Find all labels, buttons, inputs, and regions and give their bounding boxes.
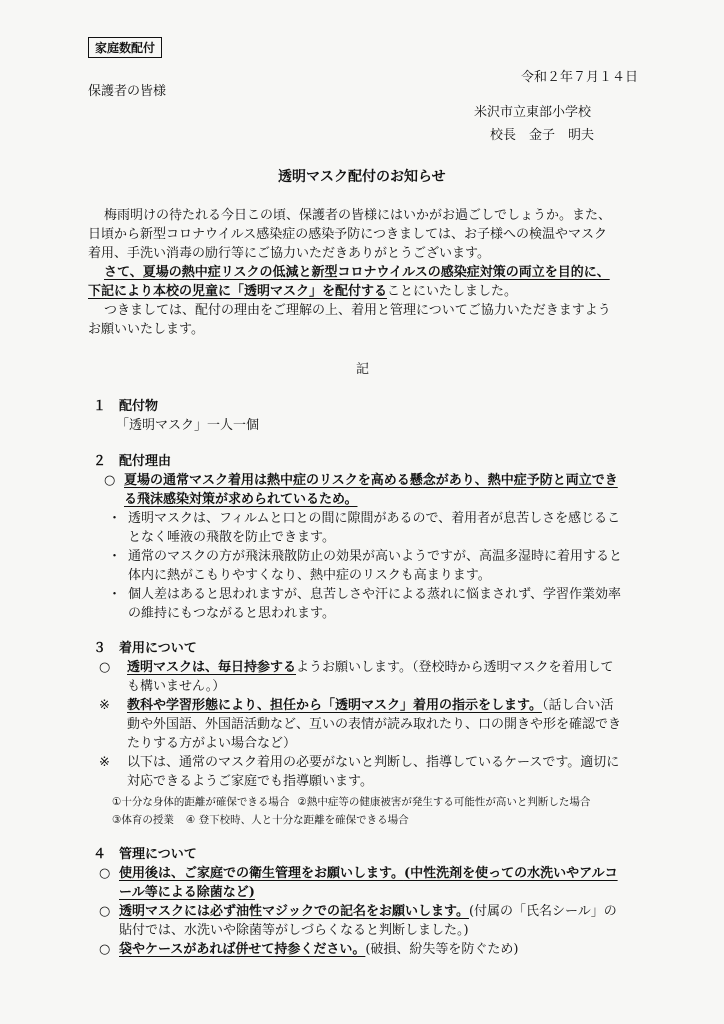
page-title: 透明マスク配付のお知らせ xyxy=(278,169,446,185)
intro-p3-line1: つきましては、配付の理由をご理解の上、着用と管理についてご協力いただきますよう xyxy=(104,303,611,318)
section-3-item1-line2: も構いません。） xyxy=(127,679,226,694)
intro-p1-line2: 日頃から新型コロナウイルス感染症の感染予防につきましては、お子様への検温やマスク xyxy=(88,227,607,242)
section-1-heading: １ 配付物 xyxy=(93,399,159,414)
issue-date: 令和２年７月１４日 xyxy=(521,70,639,85)
section-3-item2-line2: 動や外国語、外国語活動など、互いの表情が読み取れたり、口の開きや形を確認でき xyxy=(127,717,622,732)
section-4-item2-highlight: 透明マスクには必ず油性マジックでの記名をお願いします。 xyxy=(119,904,469,919)
circle-bullet-icon: ○ xyxy=(99,904,111,919)
circle-bullet-icon: ○ xyxy=(99,942,111,957)
distribution-tag: 家庭数配付 xyxy=(88,37,162,58)
section-4-item1-detail: (中性洗剤を使っての水洗いやアルコ xyxy=(403,866,618,881)
intro-p2-highlight-1: さて、夏場の熱中症リスクの低減と新型コロナウイルスの感染症対策の両立を目的に、 xyxy=(104,265,610,280)
section-3-item2-tail: （話し合い活 xyxy=(541,698,614,713)
intro-p3-line2: お願いいたします。 xyxy=(88,322,204,337)
section-2-bullet3-line1 xyxy=(108,586,621,604)
section-2-heading: ２ 配付理由 xyxy=(93,454,172,469)
dot-bullet-icon: ・ xyxy=(108,587,122,602)
section-3-cases-row1 xyxy=(112,793,590,811)
section-3-item3-line1 xyxy=(99,754,619,772)
reference-mark-icon: ※ xyxy=(99,755,110,770)
intro-p2-line2 xyxy=(88,283,517,301)
section-4-item2-line2: 貼付では、水洗いや除菌等がしづらくなると判断しました。) xyxy=(119,923,469,938)
section-2-main-text-1: 夏場の通常マスク着用は熱中症のリスクを高める懸念があり、熱中症予防と両立でき xyxy=(124,473,618,488)
section-2-bullet2-line2: 体内に熱がこもりやすくなり、熱中症のリスクも高まります。 xyxy=(128,568,491,583)
section-2-bullet2-line1 xyxy=(108,548,622,566)
section-2-bullet3-text: 個人差はあると思われますが、息苦しさや汗による蒸れに悩まされず、学習作業効率 xyxy=(128,587,621,602)
section-3-item3-text: 以下は、通常のマスク着用の必要がないと判断し、指導しているケースです。適切に xyxy=(127,755,620,770)
reference-mark-icon: ※ xyxy=(99,698,110,713)
section-3-item1-line1 xyxy=(99,659,613,677)
section-3-item2-line1 xyxy=(99,697,613,715)
section-3-item2-line3: たりする方がよい場合など） xyxy=(127,736,297,751)
section-2-bullet1-text: 透明マスクは、フィルムと口との間に隙間があるので、着用者が息苦しさを感じるこ xyxy=(128,511,621,526)
intro-p2-highlight-2: 下記により本校の児童に「透明マスク」を配付する xyxy=(88,284,388,299)
section-2-bullet2-text: 通常のマスクの方が飛沫飛散防止の効果が高いようですが、高温多湿時に着用すると xyxy=(128,549,623,564)
intro-p1-line1: 梅雨明けの待たれる今日この頃、保護者の皆様にはいかがお過ごしでしょうか。また、 xyxy=(104,208,612,223)
section-2-main-text-2: る飛沫感染対策が求められているため。 xyxy=(124,492,358,507)
section-2-bullet1-line1 xyxy=(108,510,620,528)
dot-bullet-icon: ・ xyxy=(108,511,122,526)
section-4-item3-line1 xyxy=(99,941,519,959)
intro-p1-line3: 着用、手洗い消毒の励行等にご協力いただきありがとうございます。 xyxy=(88,246,490,261)
section-2-bullet1-line2: となく唾液の飛散を防止できます。 xyxy=(128,530,335,545)
section-4-item2-line1 xyxy=(99,903,617,921)
case-3: ③体育の授業 xyxy=(112,814,174,826)
circle-bullet-icon: ○ xyxy=(99,866,111,881)
section-4-item1-highlight: 使用後は、ご家庭での衛生管理をお願いします。 xyxy=(119,866,404,881)
section-3-cases-row2 xyxy=(112,811,409,829)
circle-bullet-icon: ○ xyxy=(104,473,116,488)
section-3-item3-line2: 対応できるようご家庭でも指導願います。 xyxy=(127,774,373,789)
section-4-item2-tail: (付属の「氏名シール」の xyxy=(468,904,617,919)
case-1: ①十分な身体的距離が確保できる場合 xyxy=(112,796,290,808)
section-1-item: 「透明マスク」一人一個 xyxy=(116,418,260,433)
section-2-main-line2 xyxy=(124,491,357,509)
section-2-main-line1 xyxy=(104,472,618,490)
section-4-item1-line2 xyxy=(119,884,255,902)
case-2: ②熱中症等の健康被害が発生する可能性が高いと判断した場合 xyxy=(297,796,591,808)
section-4-heading: ４ 管理について xyxy=(93,847,197,862)
dot-bullet-icon: ・ xyxy=(108,549,122,564)
section-3-item2-highlight: 教科や学習形態により、担任から「透明マスク」着用の指示をします。 xyxy=(127,698,542,713)
intro-p2-tail: ことにいたしました。 xyxy=(387,284,518,299)
case-4: ④ 登下校時、人と十分な距離を確保できる場合 xyxy=(185,814,409,826)
section-4-item3-highlight: 袋やケースがあれば併せて持参ください。 xyxy=(119,942,366,957)
intro-p2-line1 xyxy=(104,264,610,282)
recipient: 保護者の皆様 xyxy=(88,84,167,99)
section-4-item3-tail: (破損、紛失等を防ぐため) xyxy=(365,942,519,957)
principal-name: 校長 金子 明夫 xyxy=(490,128,595,143)
school-name: 米沢市立東部小学校 xyxy=(474,105,592,120)
section-2-bullet3-line2: の維持にもつながると思われます。 xyxy=(128,606,335,621)
section-3-item1-highlight: 透明マスクは、毎日持参する xyxy=(127,660,297,675)
ki-label: 記 xyxy=(356,362,370,377)
section-3-heading: ３ 着用について xyxy=(93,641,197,656)
section-4-item1-line1 xyxy=(99,865,618,883)
section-4-item1-detail-2: ール等による除菌など) xyxy=(119,885,255,900)
circle-bullet-icon: ○ xyxy=(99,660,111,675)
section-3-item1-tail: ようお願いします。（登校時から透明マスクを着用して xyxy=(296,660,614,675)
